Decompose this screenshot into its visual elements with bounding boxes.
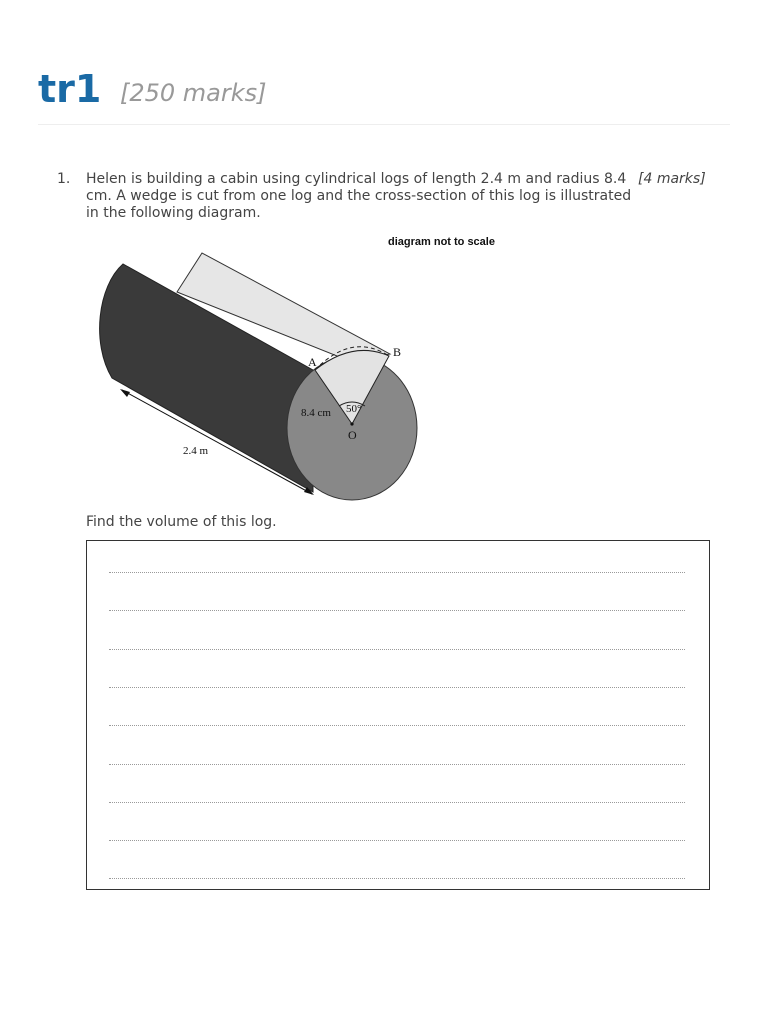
length-arrowhead-start (120, 389, 130, 397)
label-radius: 8.4 cm (301, 407, 331, 419)
answer-line (109, 687, 685, 688)
page-title: tr1 (38, 67, 102, 111)
label-length: 2.4 m (183, 445, 209, 457)
question-text: Helen is building a cabin using cylindrical logs of length 2.4 m and radius 8.4 cm. A wedge is cut from one log and the cross-section of this log is illustrated in the following diagram. (86, 171, 632, 221)
answer-line (109, 572, 685, 573)
answer-box[interactable] (86, 540, 710, 890)
label-angle: 50° (346, 403, 362, 415)
total-marks: [250 marks] (120, 79, 267, 107)
answer-line (109, 802, 685, 803)
label-a: A (308, 355, 317, 369)
answer-line (109, 764, 685, 765)
answer-line (109, 878, 685, 879)
question-number: 1. (57, 171, 71, 187)
label-o: O (348, 428, 357, 442)
label-b: B (393, 345, 402, 359)
log-diagram (90, 228, 530, 508)
question-marks: [4 marks] (638, 171, 706, 187)
centre-point (350, 422, 353, 425)
answer-line (109, 610, 685, 611)
answer-line (109, 840, 685, 841)
find-instruction: Find the volume of this log. (86, 514, 277, 530)
answer-line (109, 725, 685, 726)
page-header (38, 66, 730, 125)
answer-line (109, 649, 685, 650)
diagram-caption: diagram not to scale (388, 236, 495, 248)
